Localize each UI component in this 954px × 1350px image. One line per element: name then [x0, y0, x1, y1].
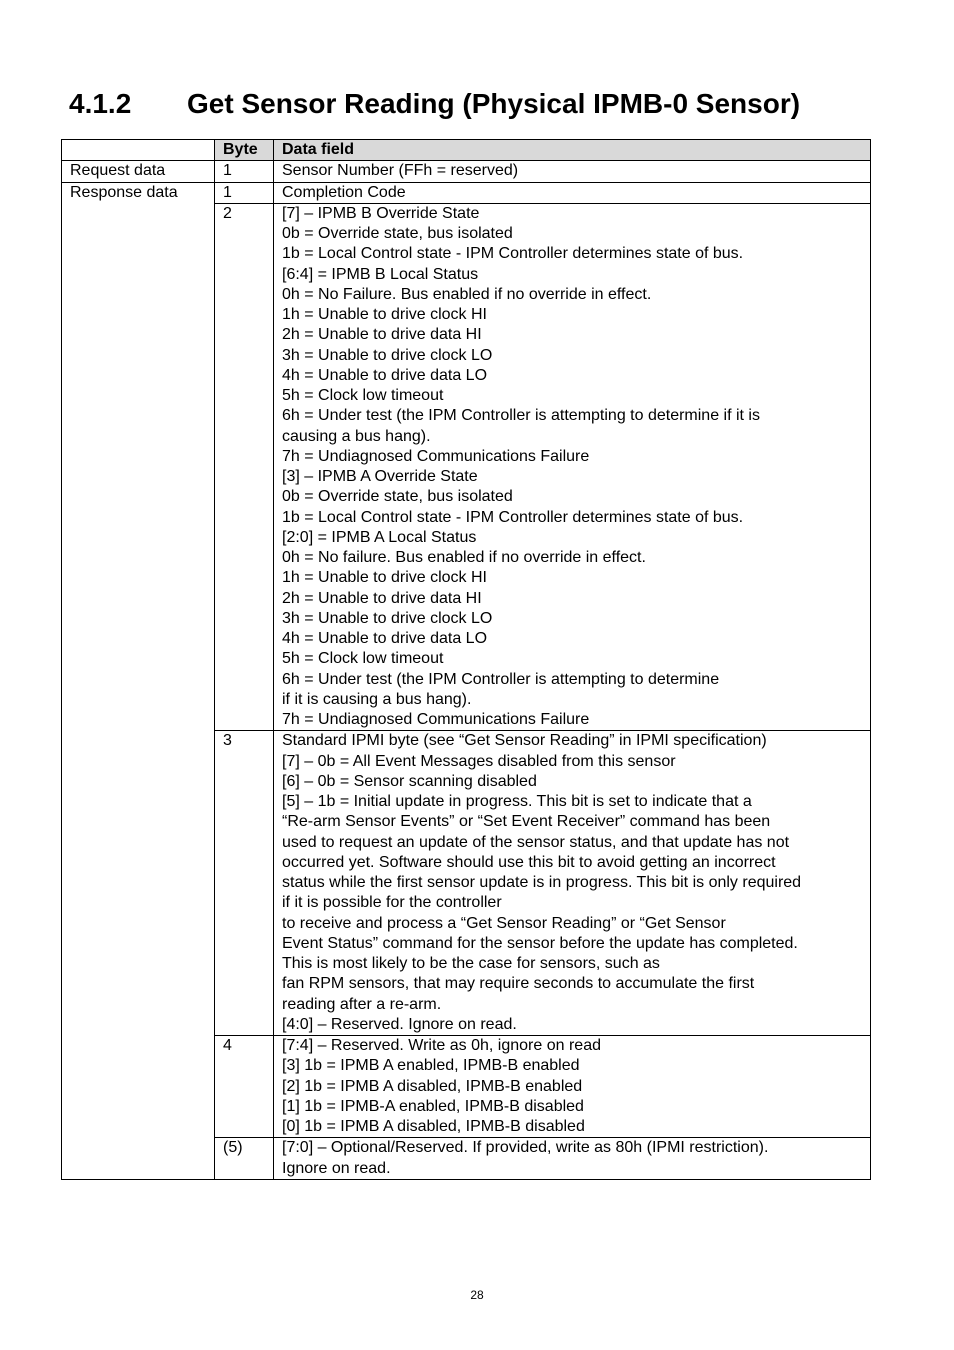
- table-body: [62, 161, 871, 1180]
- data-field-cell: [274, 203, 871, 731]
- data-field-line: fan RPM sensors, that may require seconds to accumulate the first: [282, 975, 755, 993]
- data-field-line: 0b = Override state, bus isolated: [282, 225, 513, 242]
- data-field-line: occurred yet. Software should use this bit to avoid getting an incorrect: [282, 853, 776, 871]
- data-field-line: 0b = Override state, bus isolated: [282, 488, 513, 506]
- data-field-line: used to request an update of the sensor status, and that update has not: [282, 833, 790, 851]
- data-field-line: 1h = Unable to drive clock HI: [282, 569, 487, 587]
- data-field-line: [3] – IPMB A Override State: [282, 468, 478, 485]
- data-field-line: [5] – 1b = Initial update in progress. This bit is set to indicate that a: [282, 793, 752, 810]
- section-title: Get Sensor Reading (Physical IPMB-0 Sensor): [187, 88, 801, 119]
- page-number: 28: [470, 1288, 484, 1302]
- section-heading: [69, 84, 800, 124]
- data-field-line: [7] – IPMB B Override State: [282, 204, 480, 222]
- table-row: [62, 182, 871, 203]
- data-field-line: 0h = No Failure. Bus enabled if no override in effect.: [282, 285, 652, 303]
- data-field-line: 2h = Unable to drive data HI: [282, 589, 482, 607]
- data-field-line: 4h = Unable to drive data LO: [282, 630, 488, 647]
- data-field-line: [6:4] = IPMB B Local Status: [282, 265, 479, 283]
- data-field-cell: [274, 182, 871, 203]
- data-field-line: [0] 1b = IPMB A disabled, IPMB-B disabled: [282, 1118, 585, 1135]
- byte-cell: 3: [215, 731, 274, 1036]
- data-field-line: 0h = No failure. Bus enabled if no override in effect.: [282, 549, 646, 566]
- data-field-line: “Re-arm Sensor Events” or “Set Event Receiver” command has been: [282, 813, 771, 831]
- data-field-line: 4h = Unable to drive data LO: [282, 366, 488, 384]
- data-field-cell: [274, 1036, 871, 1138]
- data-field-line: Event Status” command for the sensor before the update has completed.: [282, 934, 798, 952]
- data-field-line: [6] – 0b = Sensor scanning disabled: [282, 772, 537, 790]
- data-field-line: 1b = Local Control state - IPM Controller determines state of bus.: [282, 245, 744, 263]
- data-field-line: 1b = Local Control state - IPM Controller determines state of bus.: [282, 508, 744, 526]
- data-field-line: [2] 1b = IPMB A disabled, IPMB-B enabled: [282, 1077, 583, 1095]
- data-field-line: [2:0] = IPMB A Local Status: [282, 528, 477, 546]
- data-field-line: 5h = Clock low timeout: [282, 650, 444, 668]
- data-field-cell: [274, 161, 871, 182]
- data-field-cell: [274, 1138, 871, 1180]
- data-field-line: 6h = Under test (the IPM Controller is attempting to determine if it is: [282, 407, 760, 425]
- byte-cell: (5): [215, 1138, 274, 1180]
- data-field-line: 3h = Unable to drive clock LO: [282, 346, 493, 364]
- data-field-line: to receive and process a “Get Sensor Reading” or “Get Sensor: [282, 914, 726, 932]
- byte-cell: 1: [215, 182, 274, 203]
- data-field-line: [1] 1b = IPMB-A enabled, IPMB-B disabled: [282, 1097, 584, 1115]
- table-header-row: [62, 140, 871, 161]
- byte-cell: 2: [215, 203, 274, 731]
- byte-cell: 4: [215, 1036, 274, 1138]
- data-field-line: 7h = Undiagnosed Communications Failure: [282, 447, 590, 465]
- header-blank-cell: [62, 140, 215, 161]
- data-field-line: Sensor Number (FFh = reserved): [282, 162, 519, 180]
- data-field-line: 5h = Clock low timeout: [282, 387, 444, 404]
- data-field-line: 1h = Unable to drive clock HI: [282, 306, 487, 323]
- data-field-line: [4:0] – Reserved. Ignore on read.: [282, 1015, 517, 1033]
- data-field-cell: [274, 731, 871, 1036]
- byte-cell: 1: [215, 161, 274, 182]
- data-field-line: Standard IPMI byte (see “Get Sensor Reading” in IPMI specification): [282, 732, 767, 750]
- sensor-reading-table: [61, 139, 871, 1180]
- data-field-line: This is most likely to be the case for sensors, such as: [282, 955, 660, 972]
- section-number: 4.1.2: [69, 88, 132, 119]
- data-field-line: status while the first sensor update is in progress. This bit is only required: [282, 874, 802, 891]
- data-field-line: 7h = Undiagnosed Communications Failure: [282, 711, 590, 728]
- data-field-line: 3h = Unable to drive clock LO: [282, 609, 493, 627]
- data-field-line: [7:4] – Reserved. Write as 0h, ignore on read: [282, 1037, 601, 1054]
- table-row: [62, 161, 871, 182]
- data-field-line: 2h = Unable to drive data HI: [282, 326, 482, 344]
- data-field-line: Ignore on read.: [282, 1159, 391, 1177]
- data-field-line: causing a bus hang).: [282, 427, 431, 445]
- data-field-line: reading after a re-arm.: [282, 995, 442, 1013]
- data-field-line: [3] 1b = IPMB A enabled, IPMB-B enabled: [282, 1057, 580, 1075]
- response-data-label: Response data: [62, 182, 215, 1179]
- data-field-line: [7:0] – Optional/Reserved. If provided, write as 80h (IPMI restriction).: [282, 1139, 769, 1157]
- request-data-label: Request data: [62, 161, 215, 182]
- data-field-line: 6h = Under test (the IPM Controller is attempting to determine: [282, 670, 720, 688]
- header-byte: Byte: [215, 140, 274, 161]
- data-field-line: if it is possible for the controller: [282, 894, 502, 912]
- header-data-field: Data field: [274, 140, 871, 161]
- data-field-line: if it is causing a bus hang).: [282, 690, 472, 708]
- data-field-line: Completion Code: [282, 183, 406, 201]
- data-field-line: [7] – 0b = All Event Messages disabled from this sensor: [282, 752, 676, 770]
